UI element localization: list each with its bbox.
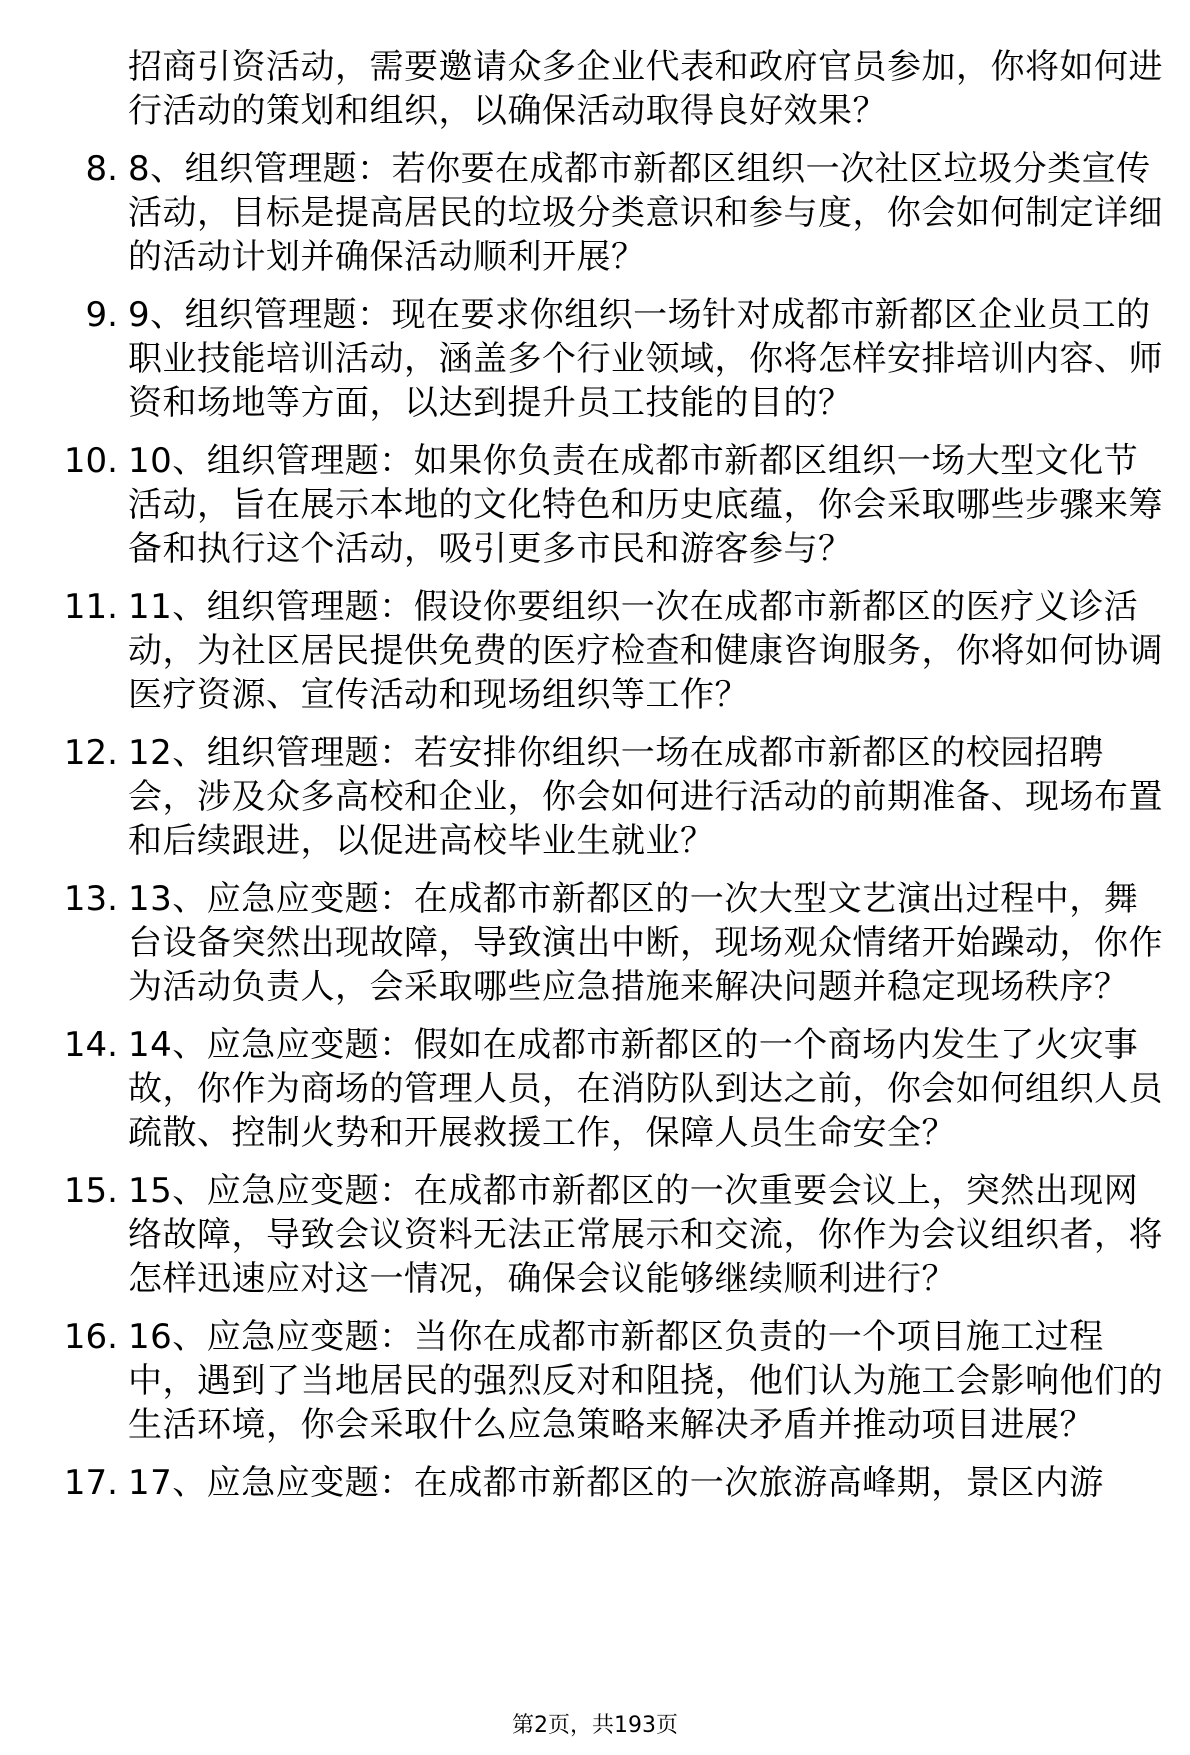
item-number: 13. xyxy=(63,879,118,919)
page-footer: 第2页，共193页 xyxy=(512,1713,678,1738)
item-number: 9. xyxy=(85,295,118,335)
item-number: 12. xyxy=(63,733,118,773)
list-item xyxy=(0,293,1190,425)
item-text: 15、应急应变题：在成都市新都区的一次重要会议上，突然出现网络故障，导致会议资料无法正常展示和交流，你作为会议组织者，将怎样迅速应对这一情况，确保会议能够继续顺利进行？ xyxy=(128,1171,1163,1299)
list-item xyxy=(0,731,1190,863)
list-item xyxy=(0,585,1190,717)
list-item xyxy=(0,877,1190,1009)
list-item xyxy=(0,439,1190,571)
item-text: 8、组织管理题：若你要在成都市新都区组织一次社区垃圾分类宣传活动，目标是提高居民的垃圾分类意识和参与度，你会如何制定详细的活动计划并确保活动顺利开展？ xyxy=(128,149,1163,277)
item-text: 14、应急应变题：假如在成都市新都区的一个商场内发生了火灾事故，你作为商场的管理人员，在消防队到达之前，你会如何组织人员疏散、控制火势和开展救援工作，保障人员生命安全？ xyxy=(128,1025,1163,1153)
item-text: 13、应急应变题：在成都市新都区的一次大型文艺演出过程中，舞台设备突然出现故障，导致演出中断，现场观众情绪开始躁动，你作为活动负责人，会采取哪些应急措施来解决问题并稳定现场秩序？ xyxy=(128,879,1163,1007)
item-number: 15. xyxy=(63,1171,118,1211)
item-text: 11、组织管理题：假设你要组织一次在成都市新都区的医疗义诊活动，为社区居民提供免费的医疗检查和健康咨询服务，你将如何协调医疗资源、宣传活动和现场组织等工作？ xyxy=(128,587,1163,715)
question-list xyxy=(0,45,1190,1519)
item-text: 招商引资活动，需要邀请众多企业代表和政府官员参加，你将如何进行活动的策划和组织，以确保活动取得良好效果？ xyxy=(128,47,1163,131)
item-number: 11. xyxy=(63,587,118,627)
item-text: 10、组织管理题：如果你负责在成都市新都区组织一场大型文化节活动，旨在展示本地的文化特色和历史底蕴，你会采取哪些步骤来筹备和执行这个活动，吸引更多市民和游客参与？ xyxy=(128,441,1163,569)
item-number: 17. xyxy=(63,1463,118,1503)
item-text: 12、组织管理题：若安排你组织一场在成都市新都区的校园招聘会，涉及众多高校和企业，你会如何进行活动的前期准备、现场布置和后续跟进，以促进高校毕业生就业？ xyxy=(128,733,1163,861)
list-item xyxy=(0,1023,1190,1155)
item-text: 17、应急应变题：在成都市新都区的一次旅游高峰期，景区内游 xyxy=(128,1463,1104,1503)
item-text: 9、组织管理题：现在要求你组织一场针对成都市新都区企业员工的职业技能培训活动，涵盖多个行业领域，你将怎样安排培训内容、师资和场地等方面，以达到提升员工技能的目的？ xyxy=(128,295,1163,423)
item-number: 14. xyxy=(63,1025,118,1065)
item-number: 16. xyxy=(63,1317,118,1357)
list-item xyxy=(0,1169,1190,1301)
list-item xyxy=(0,147,1190,279)
list-item xyxy=(0,1461,1190,1505)
item-number: 10. xyxy=(63,441,118,481)
list-item xyxy=(0,1315,1190,1447)
item-text: 16、应急应变题：当你在成都市新都区负责的一个项目施工过程中，遇到了当地居民的强烈反对和阻挠，他们认为施工会影响他们的生活环境，你会采取什么应急策略来解决矛盾并推动项目进展？ xyxy=(128,1317,1163,1445)
list-item xyxy=(0,45,1190,133)
item-number: 8. xyxy=(85,149,118,189)
